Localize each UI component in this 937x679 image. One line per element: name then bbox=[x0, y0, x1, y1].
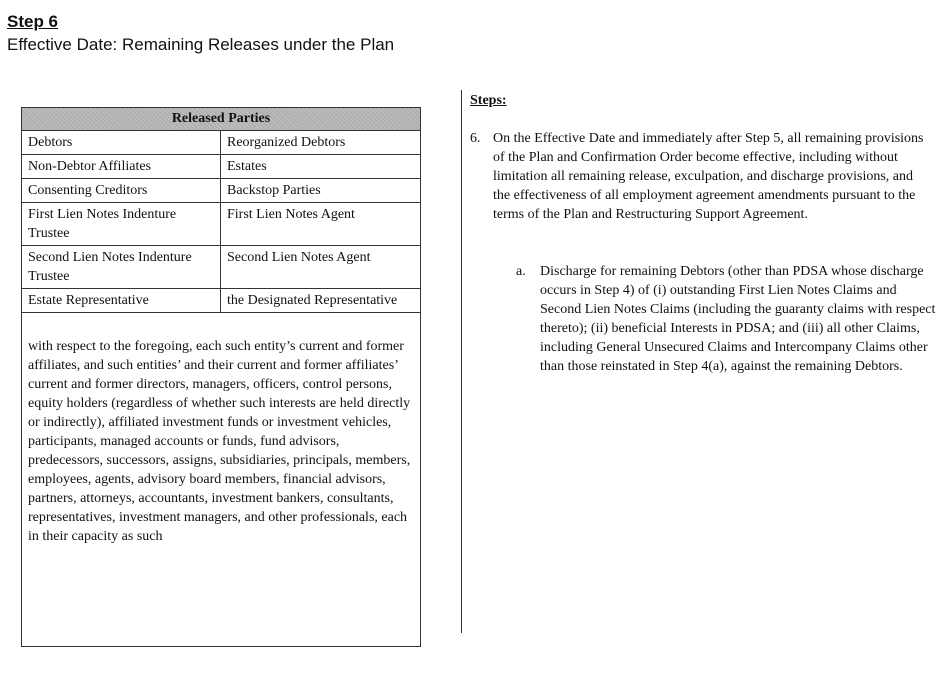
table-row bbox=[22, 131, 420, 155]
step-title: Step 6 bbox=[7, 12, 59, 31]
table-cell: Debtors bbox=[22, 131, 221, 154]
step-subtitle: Effective Date: Remaining Releases under the Plan bbox=[7, 35, 395, 54]
table-cell: Estates bbox=[227, 159, 267, 174]
table-row bbox=[22, 179, 420, 203]
table-cell: First Lien Notes Agent bbox=[227, 207, 355, 222]
steps-label-text: Steps bbox=[470, 93, 502, 108]
table-row bbox=[22, 246, 420, 289]
steps-label bbox=[470, 93, 507, 109]
column-divider bbox=[461, 90, 462, 633]
table-cell: First Lien Notes Indenture Trustee bbox=[22, 203, 221, 245]
released-parties-table bbox=[21, 107, 421, 647]
table-row bbox=[22, 289, 420, 313]
step-item-number: 6. bbox=[470, 131, 481, 146]
table-cell: Estate Representative bbox=[22, 289, 221, 312]
table-cell: the Designated Representative bbox=[227, 293, 398, 308]
step-subitem-letter: a. bbox=[516, 264, 526, 279]
step-item bbox=[470, 129, 930, 224]
table-cell: Backstop Parties bbox=[227, 183, 321, 198]
steps-label-colon: : bbox=[501, 93, 507, 108]
table-footnote: with respect to the foregoing, each such entity’s current and former affiliates, and such entities’ and their current and former affiliates’ current and former directors, managers, officers, control persons, equity holders (regardless of whether such interests are held directly or indirectly), affiliated investment funds or investment vehicles, participants, managed accounts or funds, fund advisors, predecessors, successors, assigns, subsidiaries, principals, members, employees, agents, advisory board members, financial advisors, partners, attorneys, accountants, investment bankers, consultants, representatives, investment managers, and other professionals, each in their capacity as such bbox=[28, 339, 411, 544]
step-item-text: On the Effective Date and immediately after Step 5, all remaining provisions of the Plan and Confirmation Order become effective, including without limitation all remaining release, exculpation, and discharge provisions, and the effectiveness of all employment agreement amendments pursuant to the terms of the Plan and Restructuring Support Agreement. bbox=[493, 131, 924, 222]
table-cell: Reorganized Debtors bbox=[227, 135, 346, 150]
table-cell: Consenting Creditors bbox=[22, 179, 221, 202]
step-subitem bbox=[516, 262, 936, 376]
table-row bbox=[22, 155, 420, 179]
table-cell: Non-Debtor Affiliates bbox=[22, 155, 221, 178]
table-heading: Released Parties bbox=[22, 108, 420, 131]
table-cell: Second Lien Notes Agent bbox=[227, 250, 371, 265]
table-row bbox=[22, 203, 420, 246]
table-cell: Second Lien Notes Indenture Trustee bbox=[22, 246, 221, 288]
step-subitem-text: Discharge for remaining Debtors (other than PDSA whose discharge occurs in Step 4) of (i) outstanding First Lien Notes Claims and Second Lien Notes Claims (including the guaranty claims with respect thereto); (ii) beneficial Interests in PDSA; and (iii) all other Claims, including General Unsecured Claims and Intercompany Claims other than those reinstated in Step 4(a), against the remaining Debtors. bbox=[540, 264, 936, 374]
